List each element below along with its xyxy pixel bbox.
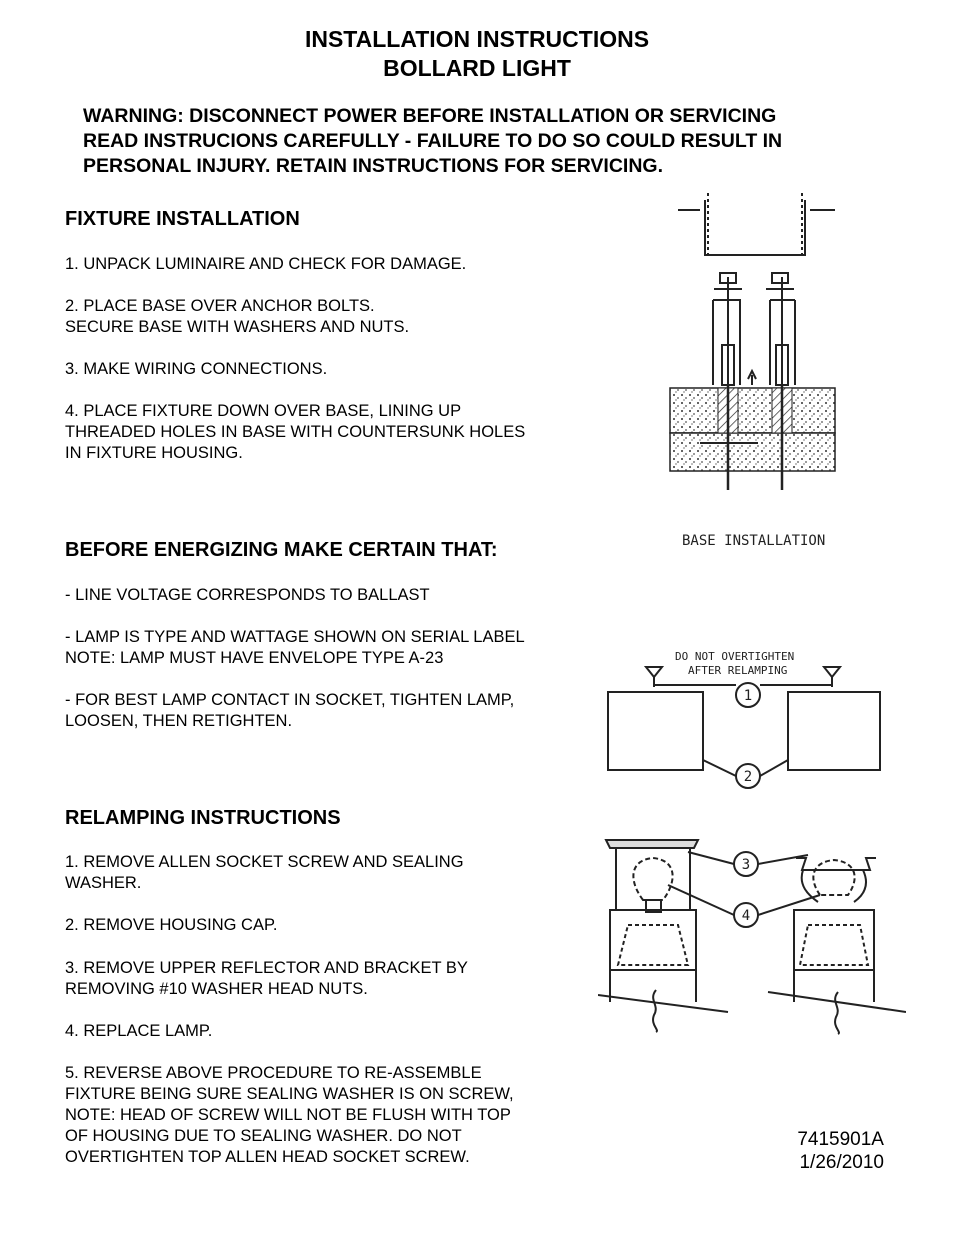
relamping-diagram	[598, 640, 906, 1038]
instruction-step: 4. REPLACE LAMP.	[65, 1022, 213, 1040]
warning-block	[83, 104, 903, 179]
instruction-step: 1. UNPACK LUMINAIRE AND CHECK FOR DAMAGE.	[65, 255, 467, 273]
warning-line: READ INSTRUCIONS CAREFULLY - FAILURE TO DO SO COULD RESULT IN	[83, 130, 783, 152]
instruction-step: 5. REVERSE ABOVE PROCEDURE TO RE-ASSEMBLE	[65, 1064, 482, 1082]
callout-2: 2	[743, 769, 753, 785]
fixture-installation-heading: FIXTURE INSTALLATION	[65, 208, 300, 230]
callout-4: 4	[741, 908, 751, 924]
instruction-step: 2. REMOVE HOUSING CAP.	[65, 916, 278, 934]
warning-line: PERSONAL INJURY. RETAIN INSTRUCTIONS FOR SERVICING.	[83, 155, 664, 177]
instruction-step: OVERTIGHTEN TOP ALLEN HEAD SOCKET SCREW.	[65, 1148, 470, 1166]
instruction-step: 3. MAKE WIRING CONNECTIONS.	[65, 360, 328, 378]
callout-1: 1	[743, 688, 753, 704]
checklist-item: NOTE: LAMP MUST HAVE ENVELOPE TYPE A-23	[65, 649, 444, 667]
document-date: 1/26/2010	[799, 1152, 884, 1173]
instruction-step: SECURE BASE WITH WASHERS AND NUTS.	[65, 318, 410, 336]
checklist-item: - FOR BEST LAMP CONTACT IN SOCKET, TIGHTEN LAMP,	[65, 691, 515, 709]
overtighten-note: DO NOT OVERTIGHTEN	[675, 650, 795, 663]
checklist-item: - LINE VOLTAGE CORRESPONDS TO BALLAST	[65, 586, 430, 604]
instruction-step: 1. REMOVE ALLEN SOCKET SCREW AND SEALING	[65, 853, 464, 871]
base-installation-caption: BASE INSTALLATION	[682, 533, 826, 549]
document-number: 7415901A	[797, 1129, 884, 1150]
instruction-step: 4. PLACE FIXTURE DOWN OVER BASE, LINING UP	[65, 402, 462, 420]
document-subtitle: BOLLARD LIGHT	[383, 55, 571, 81]
instruction-step: OF HOUSING DUE TO SEALING WASHER. DO NOT	[65, 1127, 462, 1145]
instruction-step: NOTE: HEAD OF SCREW WILL NOT BE FLUSH WITH TOP	[65, 1106, 511, 1124]
relamping-heading: RELAMPING INSTRUCTIONS	[65, 807, 341, 829]
document-title: INSTALLATION INSTRUCTIONS	[304, 26, 650, 52]
instruction-step: THREADED HOLES IN BASE WITH COUNTERSUNK HOLES	[65, 423, 526, 441]
checklist-item: - LAMP IS TYPE AND WATTAGE SHOWN ON SERIAL LABEL	[65, 628, 525, 646]
warning-line: WARNING: DISCONNECT POWER BEFORE INSTALLATION OR SERVICING	[83, 105, 777, 127]
base-installation-diagram	[640, 185, 900, 570]
instruction-step: IN FIXTURE HOUSING.	[65, 444, 243, 462]
instruction-step: WASHER.	[65, 874, 142, 892]
instruction-step: 3. REMOVE UPPER REFLECTOR AND BRACKET BY	[65, 959, 468, 977]
instruction-step: FIXTURE BEING SURE SEALING WASHER IS ON SCREW,	[65, 1085, 514, 1103]
instruction-step: 2. PLACE BASE OVER ANCHOR BOLTS.	[65, 297, 375, 315]
checklist-item: LOOSEN, THEN RETIGHTEN.	[65, 712, 293, 730]
callout-3: 3	[741, 857, 751, 873]
overtighten-note: AFTER RELAMPING	[688, 664, 788, 677]
instruction-step: REMOVING #10 WASHER HEAD NUTS.	[65, 980, 368, 998]
before-energizing-heading: BEFORE ENERGIZING MAKE CERTAIN THAT:	[65, 539, 498, 561]
